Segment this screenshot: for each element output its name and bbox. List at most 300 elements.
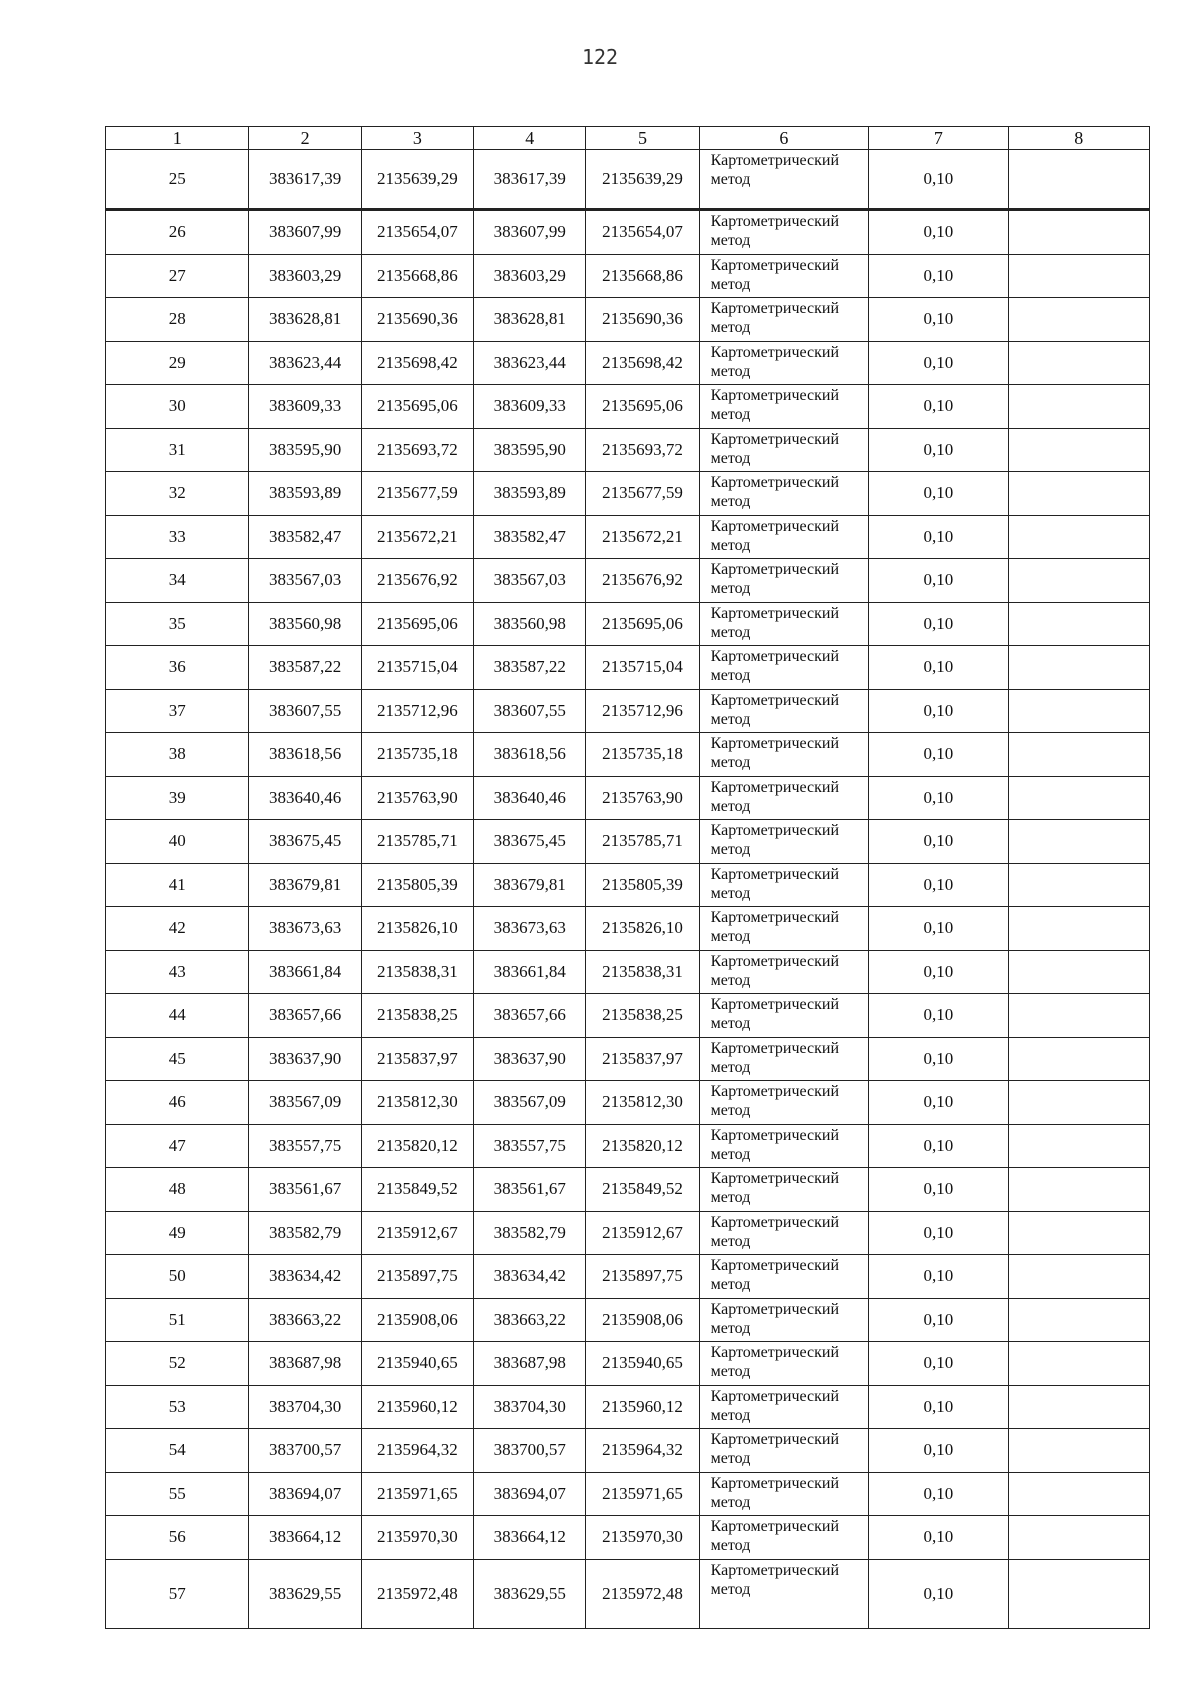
y-coordinate-cell: 2135971,65 (361, 1472, 473, 1516)
accuracy-cell: 0,10 (869, 1081, 1008, 1125)
note-cell (1008, 254, 1149, 298)
method-cell: Картометрический метод (699, 863, 868, 907)
y-coordinate-cell: 2135897,75 (586, 1255, 699, 1299)
y-coordinate-cell: 2135837,97 (361, 1037, 473, 1081)
method-cell: Картометрический метод (699, 428, 868, 472)
table-row (106, 1211, 1150, 1255)
table-row (106, 428, 1150, 472)
x-coordinate-cell: 383663,22 (474, 1298, 586, 1342)
accuracy-cell: 0,10 (869, 254, 1008, 298)
y-coordinate-cell: 2135964,32 (586, 1429, 699, 1473)
accuracy-cell: 0,10 (869, 689, 1008, 733)
y-coordinate-cell: 2135677,59 (586, 472, 699, 516)
method-cell: Картометрический метод (699, 1037, 868, 1081)
y-coordinate-cell: 2135908,06 (361, 1298, 473, 1342)
x-coordinate-cell: 383694,07 (474, 1472, 586, 1516)
note-cell (1008, 298, 1149, 342)
x-coordinate-cell: 383634,42 (474, 1255, 586, 1299)
accuracy-cell: 0,10 (869, 559, 1008, 603)
point-number-cell: 29 (106, 341, 249, 385)
point-number-cell: 53 (106, 1385, 249, 1429)
table-row (106, 472, 1150, 516)
point-number-cell: 30 (106, 385, 249, 429)
accuracy-cell: 0,10 (869, 1385, 1008, 1429)
y-coordinate-cell: 2135970,30 (586, 1516, 699, 1560)
y-coordinate-cell: 2135838,31 (361, 950, 473, 994)
point-number-cell: 26 (106, 210, 249, 255)
method-cell: Картометрический метод (699, 1342, 868, 1386)
x-coordinate-cell: 383623,44 (474, 341, 586, 385)
point-number-cell: 31 (106, 428, 249, 472)
point-number-cell: 32 (106, 472, 249, 516)
y-coordinate-cell: 2135695,06 (586, 385, 699, 429)
x-coordinate-cell: 383561,67 (249, 1168, 361, 1212)
y-coordinate-cell: 2135960,12 (361, 1385, 473, 1429)
table-row (106, 1255, 1150, 1299)
y-coordinate-cell: 2135712,96 (361, 689, 473, 733)
point-number-cell: 56 (106, 1516, 249, 1560)
y-coordinate-cell: 2135940,65 (361, 1342, 473, 1386)
x-coordinate-cell: 383587,22 (474, 646, 586, 690)
table-row (106, 602, 1150, 646)
y-coordinate-cell: 2135672,21 (586, 515, 699, 559)
x-coordinate-cell: 383582,47 (249, 515, 361, 559)
y-coordinate-cell: 2135785,71 (586, 820, 699, 864)
y-coordinate-cell: 2135639,29 (361, 150, 473, 210)
y-coordinate-cell: 2135820,12 (361, 1124, 473, 1168)
method-cell: Картометрический метод (699, 1255, 868, 1299)
x-coordinate-cell: 383704,30 (249, 1385, 361, 1429)
y-coordinate-cell: 2135695,06 (586, 602, 699, 646)
y-coordinate-cell: 2135960,12 (586, 1385, 699, 1429)
method-cell: Картометрический метод (699, 1559, 868, 1628)
accuracy-cell: 0,10 (869, 1429, 1008, 1473)
x-coordinate-cell: 383661,84 (249, 950, 361, 994)
point-number-cell: 43 (106, 950, 249, 994)
y-coordinate-cell: 2135805,39 (586, 863, 699, 907)
x-coordinate-cell: 383567,09 (474, 1081, 586, 1125)
x-coordinate-cell: 383629,55 (474, 1559, 586, 1628)
accuracy-cell: 0,10 (869, 428, 1008, 472)
accuracy-cell: 0,10 (869, 341, 1008, 385)
y-coordinate-cell: 2135695,06 (361, 602, 473, 646)
y-coordinate-cell: 2135690,36 (361, 298, 473, 342)
point-number-cell: 48 (106, 1168, 249, 1212)
table-row (106, 646, 1150, 690)
note-cell (1008, 646, 1149, 690)
x-coordinate-cell: 383609,33 (474, 385, 586, 429)
y-coordinate-cell: 2135838,25 (361, 994, 473, 1038)
method-cell: Картометрический метод (699, 907, 868, 951)
accuracy-cell: 0,10 (869, 472, 1008, 516)
table-row (106, 689, 1150, 733)
y-coordinate-cell: 2135826,10 (586, 907, 699, 951)
note-cell (1008, 385, 1149, 429)
table-row (106, 150, 1150, 210)
point-number-cell: 33 (106, 515, 249, 559)
note-cell (1008, 559, 1149, 603)
note-cell (1008, 1081, 1149, 1125)
x-coordinate-cell: 383618,56 (249, 733, 361, 777)
method-cell: Картометрический метод (699, 1298, 868, 1342)
note-cell (1008, 863, 1149, 907)
x-coordinate-cell: 383582,47 (474, 515, 586, 559)
y-coordinate-cell: 2135820,12 (586, 1124, 699, 1168)
x-coordinate-cell: 383607,99 (249, 210, 361, 255)
y-coordinate-cell: 2135763,90 (586, 776, 699, 820)
method-cell: Картометрический метод (699, 1168, 868, 1212)
point-number-cell: 45 (106, 1037, 249, 1081)
accuracy-cell: 0,10 (869, 907, 1008, 951)
note-cell (1008, 689, 1149, 733)
note-cell (1008, 210, 1149, 255)
x-coordinate-cell: 383657,66 (249, 994, 361, 1038)
method-cell: Картометрический метод (699, 150, 868, 210)
method-cell: Картометрический метод (699, 385, 868, 429)
accuracy-cell: 0,10 (869, 1037, 1008, 1081)
accuracy-cell: 0,10 (869, 820, 1008, 864)
table-row (106, 1429, 1150, 1473)
x-coordinate-cell: 383687,98 (249, 1342, 361, 1386)
accuracy-cell: 0,10 (869, 1472, 1008, 1516)
note-cell (1008, 515, 1149, 559)
accuracy-cell: 0,10 (869, 1168, 1008, 1212)
table-row (106, 994, 1150, 1038)
x-coordinate-cell: 383628,81 (249, 298, 361, 342)
point-number-cell: 44 (106, 994, 249, 1038)
method-cell: Картометрический метод (699, 472, 868, 516)
method-cell: Картометрический метод (699, 298, 868, 342)
y-coordinate-cell: 2135693,72 (361, 428, 473, 472)
y-coordinate-cell: 2135970,30 (361, 1516, 473, 1560)
note-cell (1008, 602, 1149, 646)
table-row (106, 733, 1150, 777)
y-coordinate-cell: 2135654,07 (361, 210, 473, 255)
table-row (106, 1124, 1150, 1168)
accuracy-cell: 0,10 (869, 1342, 1008, 1386)
accuracy-cell: 0,10 (869, 1559, 1008, 1628)
y-coordinate-cell: 2135676,92 (586, 559, 699, 603)
y-coordinate-cell: 2135812,30 (586, 1081, 699, 1125)
y-coordinate-cell: 2135838,31 (586, 950, 699, 994)
table-row (106, 1081, 1150, 1125)
x-coordinate-cell: 383582,79 (249, 1211, 361, 1255)
x-coordinate-cell: 383679,81 (474, 863, 586, 907)
x-coordinate-cell: 383679,81 (249, 863, 361, 907)
x-coordinate-cell: 383640,46 (474, 776, 586, 820)
note-cell (1008, 733, 1149, 777)
x-coordinate-cell: 383607,55 (249, 689, 361, 733)
y-coordinate-cell: 2135912,67 (361, 1211, 473, 1255)
x-coordinate-cell: 383617,39 (249, 150, 361, 210)
y-coordinate-cell: 2135805,39 (361, 863, 473, 907)
x-coordinate-cell: 383640,46 (249, 776, 361, 820)
y-coordinate-cell: 2135897,75 (361, 1255, 473, 1299)
point-number-cell: 47 (106, 1124, 249, 1168)
x-coordinate-cell: 383657,66 (474, 994, 586, 1038)
x-coordinate-cell: 383609,33 (249, 385, 361, 429)
x-coordinate-cell: 383603,29 (474, 254, 586, 298)
x-coordinate-cell: 383661,84 (474, 950, 586, 994)
x-coordinate-cell: 383637,90 (474, 1037, 586, 1081)
y-coordinate-cell: 2135712,96 (586, 689, 699, 733)
table-row (106, 298, 1150, 342)
point-number-cell: 50 (106, 1255, 249, 1299)
x-coordinate-cell: 383561,67 (474, 1168, 586, 1212)
note-cell (1008, 776, 1149, 820)
table-row (106, 385, 1150, 429)
method-cell: Картометрический метод (699, 1124, 868, 1168)
note-cell (1008, 1429, 1149, 1473)
y-coordinate-cell: 2135763,90 (361, 776, 473, 820)
x-coordinate-cell: 383587,22 (249, 646, 361, 690)
y-coordinate-cell: 2135693,72 (586, 428, 699, 472)
table-row (106, 341, 1150, 385)
y-coordinate-cell: 2135676,92 (361, 559, 473, 603)
x-coordinate-cell: 383623,44 (249, 341, 361, 385)
table-row (106, 254, 1150, 298)
y-coordinate-cell: 2135672,21 (361, 515, 473, 559)
note-cell (1008, 428, 1149, 472)
method-cell: Картометрический метод (699, 1472, 868, 1516)
page-number: 122 (581, 45, 619, 69)
point-number-cell: 57 (106, 1559, 249, 1628)
y-coordinate-cell: 2135838,25 (586, 994, 699, 1038)
column-header: 5 (586, 127, 699, 150)
x-coordinate-cell: 383557,75 (249, 1124, 361, 1168)
table-row (106, 1559, 1150, 1628)
x-coordinate-cell: 383634,42 (249, 1255, 361, 1299)
y-coordinate-cell: 2135940,65 (586, 1342, 699, 1386)
x-coordinate-cell: 383567,09 (249, 1081, 361, 1125)
table-row (106, 1472, 1150, 1516)
note-cell (1008, 341, 1149, 385)
x-coordinate-cell: 383595,90 (474, 428, 586, 472)
accuracy-cell: 0,10 (869, 950, 1008, 994)
y-coordinate-cell: 2135654,07 (586, 210, 699, 255)
x-coordinate-cell: 383664,12 (474, 1516, 586, 1560)
point-number-cell: 39 (106, 776, 249, 820)
accuracy-cell: 0,10 (869, 385, 1008, 429)
x-coordinate-cell: 383694,07 (249, 1472, 361, 1516)
table-row (106, 863, 1150, 907)
y-coordinate-cell: 2135668,86 (361, 254, 473, 298)
y-coordinate-cell: 2135837,97 (586, 1037, 699, 1081)
y-coordinate-cell: 2135971,65 (586, 1472, 699, 1516)
y-coordinate-cell: 2135972,48 (361, 1559, 473, 1628)
table-row (106, 1516, 1150, 1560)
note-cell (1008, 472, 1149, 516)
method-cell: Картометрический метод (699, 646, 868, 690)
table-row (106, 1342, 1150, 1386)
point-number-cell: 27 (106, 254, 249, 298)
table-row (106, 907, 1150, 951)
table-row (106, 950, 1150, 994)
method-cell: Картометрический метод (699, 1081, 868, 1125)
table-row (106, 1168, 1150, 1212)
method-cell: Картометрический метод (699, 689, 868, 733)
method-cell: Картометрический метод (699, 1211, 868, 1255)
column-header: 6 (699, 127, 868, 150)
method-cell: Картометрический метод (699, 1516, 868, 1560)
y-coordinate-cell: 2135735,18 (586, 733, 699, 777)
method-cell: Картометрический метод (699, 820, 868, 864)
x-coordinate-cell: 383617,39 (474, 150, 586, 210)
point-number-cell: 34 (106, 559, 249, 603)
accuracy-cell: 0,10 (869, 646, 1008, 690)
y-coordinate-cell: 2135735,18 (361, 733, 473, 777)
point-number-cell: 51 (106, 1298, 249, 1342)
note-cell (1008, 907, 1149, 951)
x-coordinate-cell: 383607,99 (474, 210, 586, 255)
accuracy-cell: 0,10 (869, 863, 1008, 907)
x-coordinate-cell: 383664,12 (249, 1516, 361, 1560)
y-coordinate-cell: 2135785,71 (361, 820, 473, 864)
accuracy-cell: 0,10 (869, 210, 1008, 255)
note-cell (1008, 1559, 1149, 1628)
point-number-cell: 55 (106, 1472, 249, 1516)
x-coordinate-cell: 383629,55 (249, 1559, 361, 1628)
note-cell (1008, 820, 1149, 864)
accuracy-cell: 0,10 (869, 298, 1008, 342)
note-cell (1008, 950, 1149, 994)
point-number-cell: 37 (106, 689, 249, 733)
x-coordinate-cell: 383673,63 (474, 907, 586, 951)
y-coordinate-cell: 2135698,42 (586, 341, 699, 385)
table-header-row (106, 127, 1150, 150)
table-row (106, 776, 1150, 820)
coordinates-table (105, 126, 1150, 1629)
method-cell: Картометрический метод (699, 210, 868, 255)
accuracy-cell: 0,10 (869, 1298, 1008, 1342)
y-coordinate-cell: 2135908,06 (586, 1298, 699, 1342)
y-coordinate-cell: 2135668,86 (586, 254, 699, 298)
point-number-cell: 25 (106, 150, 249, 210)
x-coordinate-cell: 383560,98 (249, 602, 361, 646)
y-coordinate-cell: 2135690,36 (586, 298, 699, 342)
accuracy-cell: 0,10 (869, 150, 1008, 210)
table-row (106, 820, 1150, 864)
point-number-cell: 54 (106, 1429, 249, 1473)
point-number-cell: 49 (106, 1211, 249, 1255)
table-row (106, 559, 1150, 603)
y-coordinate-cell: 2135849,52 (586, 1168, 699, 1212)
method-cell: Картометрический метод (699, 254, 868, 298)
accuracy-cell: 0,10 (869, 776, 1008, 820)
point-number-cell: 38 (106, 733, 249, 777)
point-number-cell: 42 (106, 907, 249, 951)
table-row (106, 515, 1150, 559)
column-header: 1 (106, 127, 249, 150)
accuracy-cell: 0,10 (869, 1211, 1008, 1255)
method-cell: Картометрический метод (699, 515, 868, 559)
point-number-cell: 41 (106, 863, 249, 907)
note-cell (1008, 150, 1149, 210)
note-cell (1008, 1168, 1149, 1212)
x-coordinate-cell: 383618,56 (474, 733, 586, 777)
x-coordinate-cell: 383607,55 (474, 689, 586, 733)
accuracy-cell: 0,10 (869, 994, 1008, 1038)
y-coordinate-cell: 2135677,59 (361, 472, 473, 516)
y-coordinate-cell: 2135812,30 (361, 1081, 473, 1125)
y-coordinate-cell: 2135849,52 (361, 1168, 473, 1212)
table-row (106, 1037, 1150, 1081)
y-coordinate-cell: 2135964,32 (361, 1429, 473, 1473)
x-coordinate-cell: 383700,57 (249, 1429, 361, 1473)
x-coordinate-cell: 383582,79 (474, 1211, 586, 1255)
point-number-cell: 52 (106, 1342, 249, 1386)
method-cell: Картометрический метод (699, 1385, 868, 1429)
column-header: 7 (869, 127, 1008, 150)
x-coordinate-cell: 383560,98 (474, 602, 586, 646)
note-cell (1008, 1037, 1149, 1081)
x-coordinate-cell: 383593,89 (249, 472, 361, 516)
note-cell (1008, 1516, 1149, 1560)
method-cell: Картометрический метод (699, 1429, 868, 1473)
point-number-cell: 40 (106, 820, 249, 864)
accuracy-cell: 0,10 (869, 602, 1008, 646)
x-coordinate-cell: 383603,29 (249, 254, 361, 298)
x-coordinate-cell: 383675,45 (474, 820, 586, 864)
point-number-cell: 36 (106, 646, 249, 690)
column-header: 2 (249, 127, 361, 150)
point-number-cell: 35 (106, 602, 249, 646)
method-cell: Картометрический метод (699, 733, 868, 777)
x-coordinate-cell: 383704,30 (474, 1385, 586, 1429)
method-cell: Картометрический метод (699, 994, 868, 1038)
accuracy-cell: 0,10 (869, 733, 1008, 777)
y-coordinate-cell: 2135698,42 (361, 341, 473, 385)
x-coordinate-cell: 383595,90 (249, 428, 361, 472)
note-cell (1008, 1124, 1149, 1168)
y-coordinate-cell: 2135826,10 (361, 907, 473, 951)
note-cell (1008, 1342, 1149, 1386)
method-cell: Картометрический метод (699, 559, 868, 603)
method-cell: Картометрический метод (699, 776, 868, 820)
x-coordinate-cell: 383557,75 (474, 1124, 586, 1168)
table-row (106, 1298, 1150, 1342)
point-number-cell: 28 (106, 298, 249, 342)
x-coordinate-cell: 383663,22 (249, 1298, 361, 1342)
x-coordinate-cell: 383673,63 (249, 907, 361, 951)
method-cell: Картометрический метод (699, 602, 868, 646)
y-coordinate-cell: 2135912,67 (586, 1211, 699, 1255)
x-coordinate-cell: 383700,57 (474, 1429, 586, 1473)
column-header: 3 (361, 127, 473, 150)
y-coordinate-cell: 2135695,06 (361, 385, 473, 429)
column-header: 8 (1008, 127, 1149, 150)
y-coordinate-cell: 2135639,29 (586, 150, 699, 210)
y-coordinate-cell: 2135715,04 (361, 646, 473, 690)
method-cell: Картометрический метод (699, 950, 868, 994)
x-coordinate-cell: 383675,45 (249, 820, 361, 864)
note-cell (1008, 1211, 1149, 1255)
y-coordinate-cell: 2135972,48 (586, 1559, 699, 1628)
note-cell (1008, 1298, 1149, 1342)
note-cell (1008, 1255, 1149, 1299)
x-coordinate-cell: 383637,90 (249, 1037, 361, 1081)
note-cell (1008, 1385, 1149, 1429)
table-row (106, 210, 1150, 255)
table-body (106, 127, 1150, 1629)
x-coordinate-cell: 383593,89 (474, 472, 586, 516)
y-coordinate-cell: 2135715,04 (586, 646, 699, 690)
accuracy-cell: 0,10 (869, 515, 1008, 559)
method-cell: Картометрический метод (699, 341, 868, 385)
note-cell (1008, 1472, 1149, 1516)
accuracy-cell: 0,10 (869, 1255, 1008, 1299)
x-coordinate-cell: 383567,03 (474, 559, 586, 603)
